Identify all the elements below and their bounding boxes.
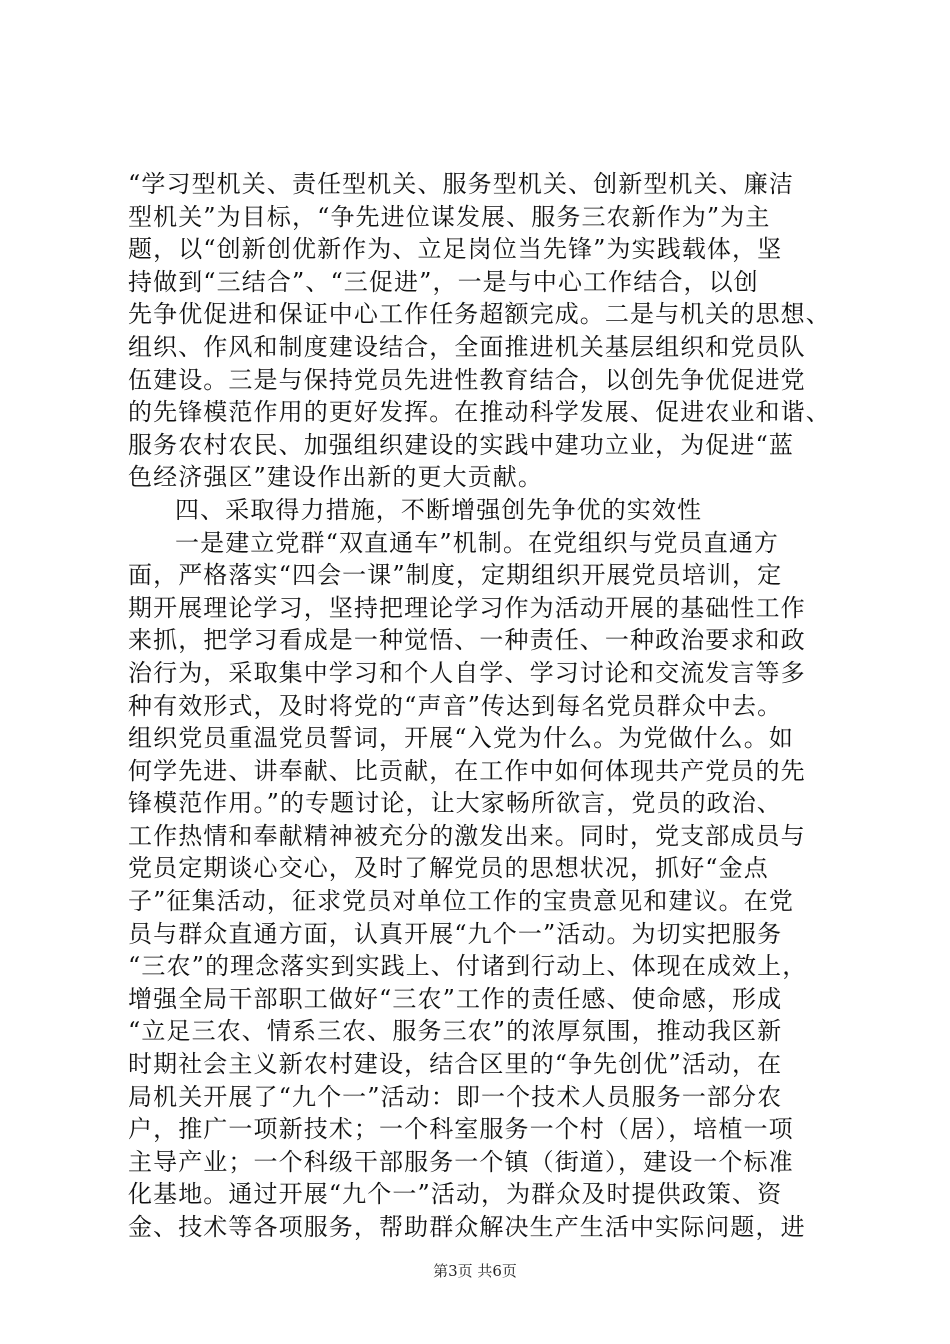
text-line: 时期社会主义新农村建设，结合区里的“争先创优”活动，在 bbox=[128, 1050, 783, 1079]
text-line: 何学先进、讲奉献、比贡献，在工作中如何体现共产党员的先 bbox=[128, 756, 806, 785]
text-line: 来抓，把学习看成是一种觉悟、一种责任、一种政治要求和政 bbox=[128, 626, 806, 655]
text-line: 化基地。通过开展“九个一”活动，为群众及时提供政策、资 bbox=[128, 1180, 783, 1209]
paragraph-first-line: 一是建立党群“双直通车”机制。在党组织与党员直通方 bbox=[175, 528, 780, 557]
text-line: 题，以“创新创优新作为、立足岗位当先锋”为实践载体，坚 bbox=[128, 235, 783, 264]
text-line: 伍建设。三是与保持党员先进性教育结合，以创先争优促进党 bbox=[128, 365, 806, 394]
text-line: “学习型机关、责任型机关、服务型机关、创新型机关、廉洁 bbox=[128, 170, 794, 198]
text-line: 先争优促进和保证中心工作任务超额完成。二是与机关的思想、 bbox=[128, 300, 831, 329]
text-line: 种有效形式，及时将党的“声音”传达到每名党员群众中去。 bbox=[128, 691, 783, 720]
text-line: 服务农村农民、加强组织建设的实践中建功立业，为促进“蓝 bbox=[128, 430, 794, 459]
text-line: 增强全局干部职工做好“三农”工作的责任感、使命感，形成 bbox=[128, 984, 783, 1013]
text-line: 面，严格落实“四会一课”制度，定期组织开展党员培训，定 bbox=[128, 561, 783, 590]
text-line: 主导产业；一个科级干部服务一个镇（街道），建设一个标准 bbox=[128, 1147, 794, 1176]
section-heading: 四、采取得力措施，不断增强创先争优的实效性 bbox=[175, 495, 703, 524]
page-footer bbox=[0, 1262, 950, 1280]
text-line: 局机关开展了“九个一”活动：即一个技术人员服务一部分农 bbox=[128, 1082, 783, 1111]
text-line: 员与群众直通方面，认真开展“九个一”活动。为切实把服务 bbox=[128, 919, 783, 948]
text-line: “立足三农、情系三农、服务三农”的浓厚氛围，推动我区新 bbox=[128, 1017, 783, 1046]
text-line: 组织、作风和制度建设结合，全面推进机关基层组织和党员队 bbox=[128, 332, 806, 361]
text-line: 党员定期谈心交心，及时了解党员的思想状况，抓好“金点 bbox=[128, 854, 769, 883]
text-line: 期开展理论学习，坚持把理论学习作为活动开展的基础性工作 bbox=[128, 593, 806, 622]
text-line: 型机关”为目标，“争先进位谋发展、服务三农新作为”为主 bbox=[128, 202, 771, 231]
text-line: “三农”的理念落实到实践上、付诸到行动上、体现在成效上， bbox=[128, 952, 808, 981]
text-line: 锋模范作用。”的专题讨论，让大家畅所欲言，党员的政治、 bbox=[128, 789, 782, 818]
text-line: 金、技术等各项服务，帮助群众解决生产生活中实际问题，进 bbox=[128, 1213, 806, 1241]
text-line: 户，推广一项新技术；一个科室服务一个村（居），培植一项 bbox=[128, 1115, 794, 1144]
page-number-label: 第3页 共6页 bbox=[433, 1262, 517, 1280]
text-line: 持做到“三结合”、“三促进”，一是与中心工作结合，以创 bbox=[128, 267, 759, 296]
text-line: 的先锋模范作用的更好发挥。在推动科学发展、促进农业和谐、 bbox=[128, 398, 831, 427]
text-line: 治行为，采取集中学习和个人自学、学习讨论和交流发言等多 bbox=[128, 658, 806, 687]
text-line: 色经济强区”建设作出新的更大贡献。 bbox=[128, 463, 543, 492]
text-line: 组织党员重温党员誓词，开展“入党为什么。为党做什么。如 bbox=[128, 724, 794, 753]
text-line: 子”征集活动，征求党员对单位工作的宝贵意见和建议。在党 bbox=[128, 887, 794, 916]
body-text bbox=[128, 168, 831, 1244]
text-line: 工作热情和奉献精神被充分的激发出来。同时，党支部成员与 bbox=[128, 821, 806, 850]
